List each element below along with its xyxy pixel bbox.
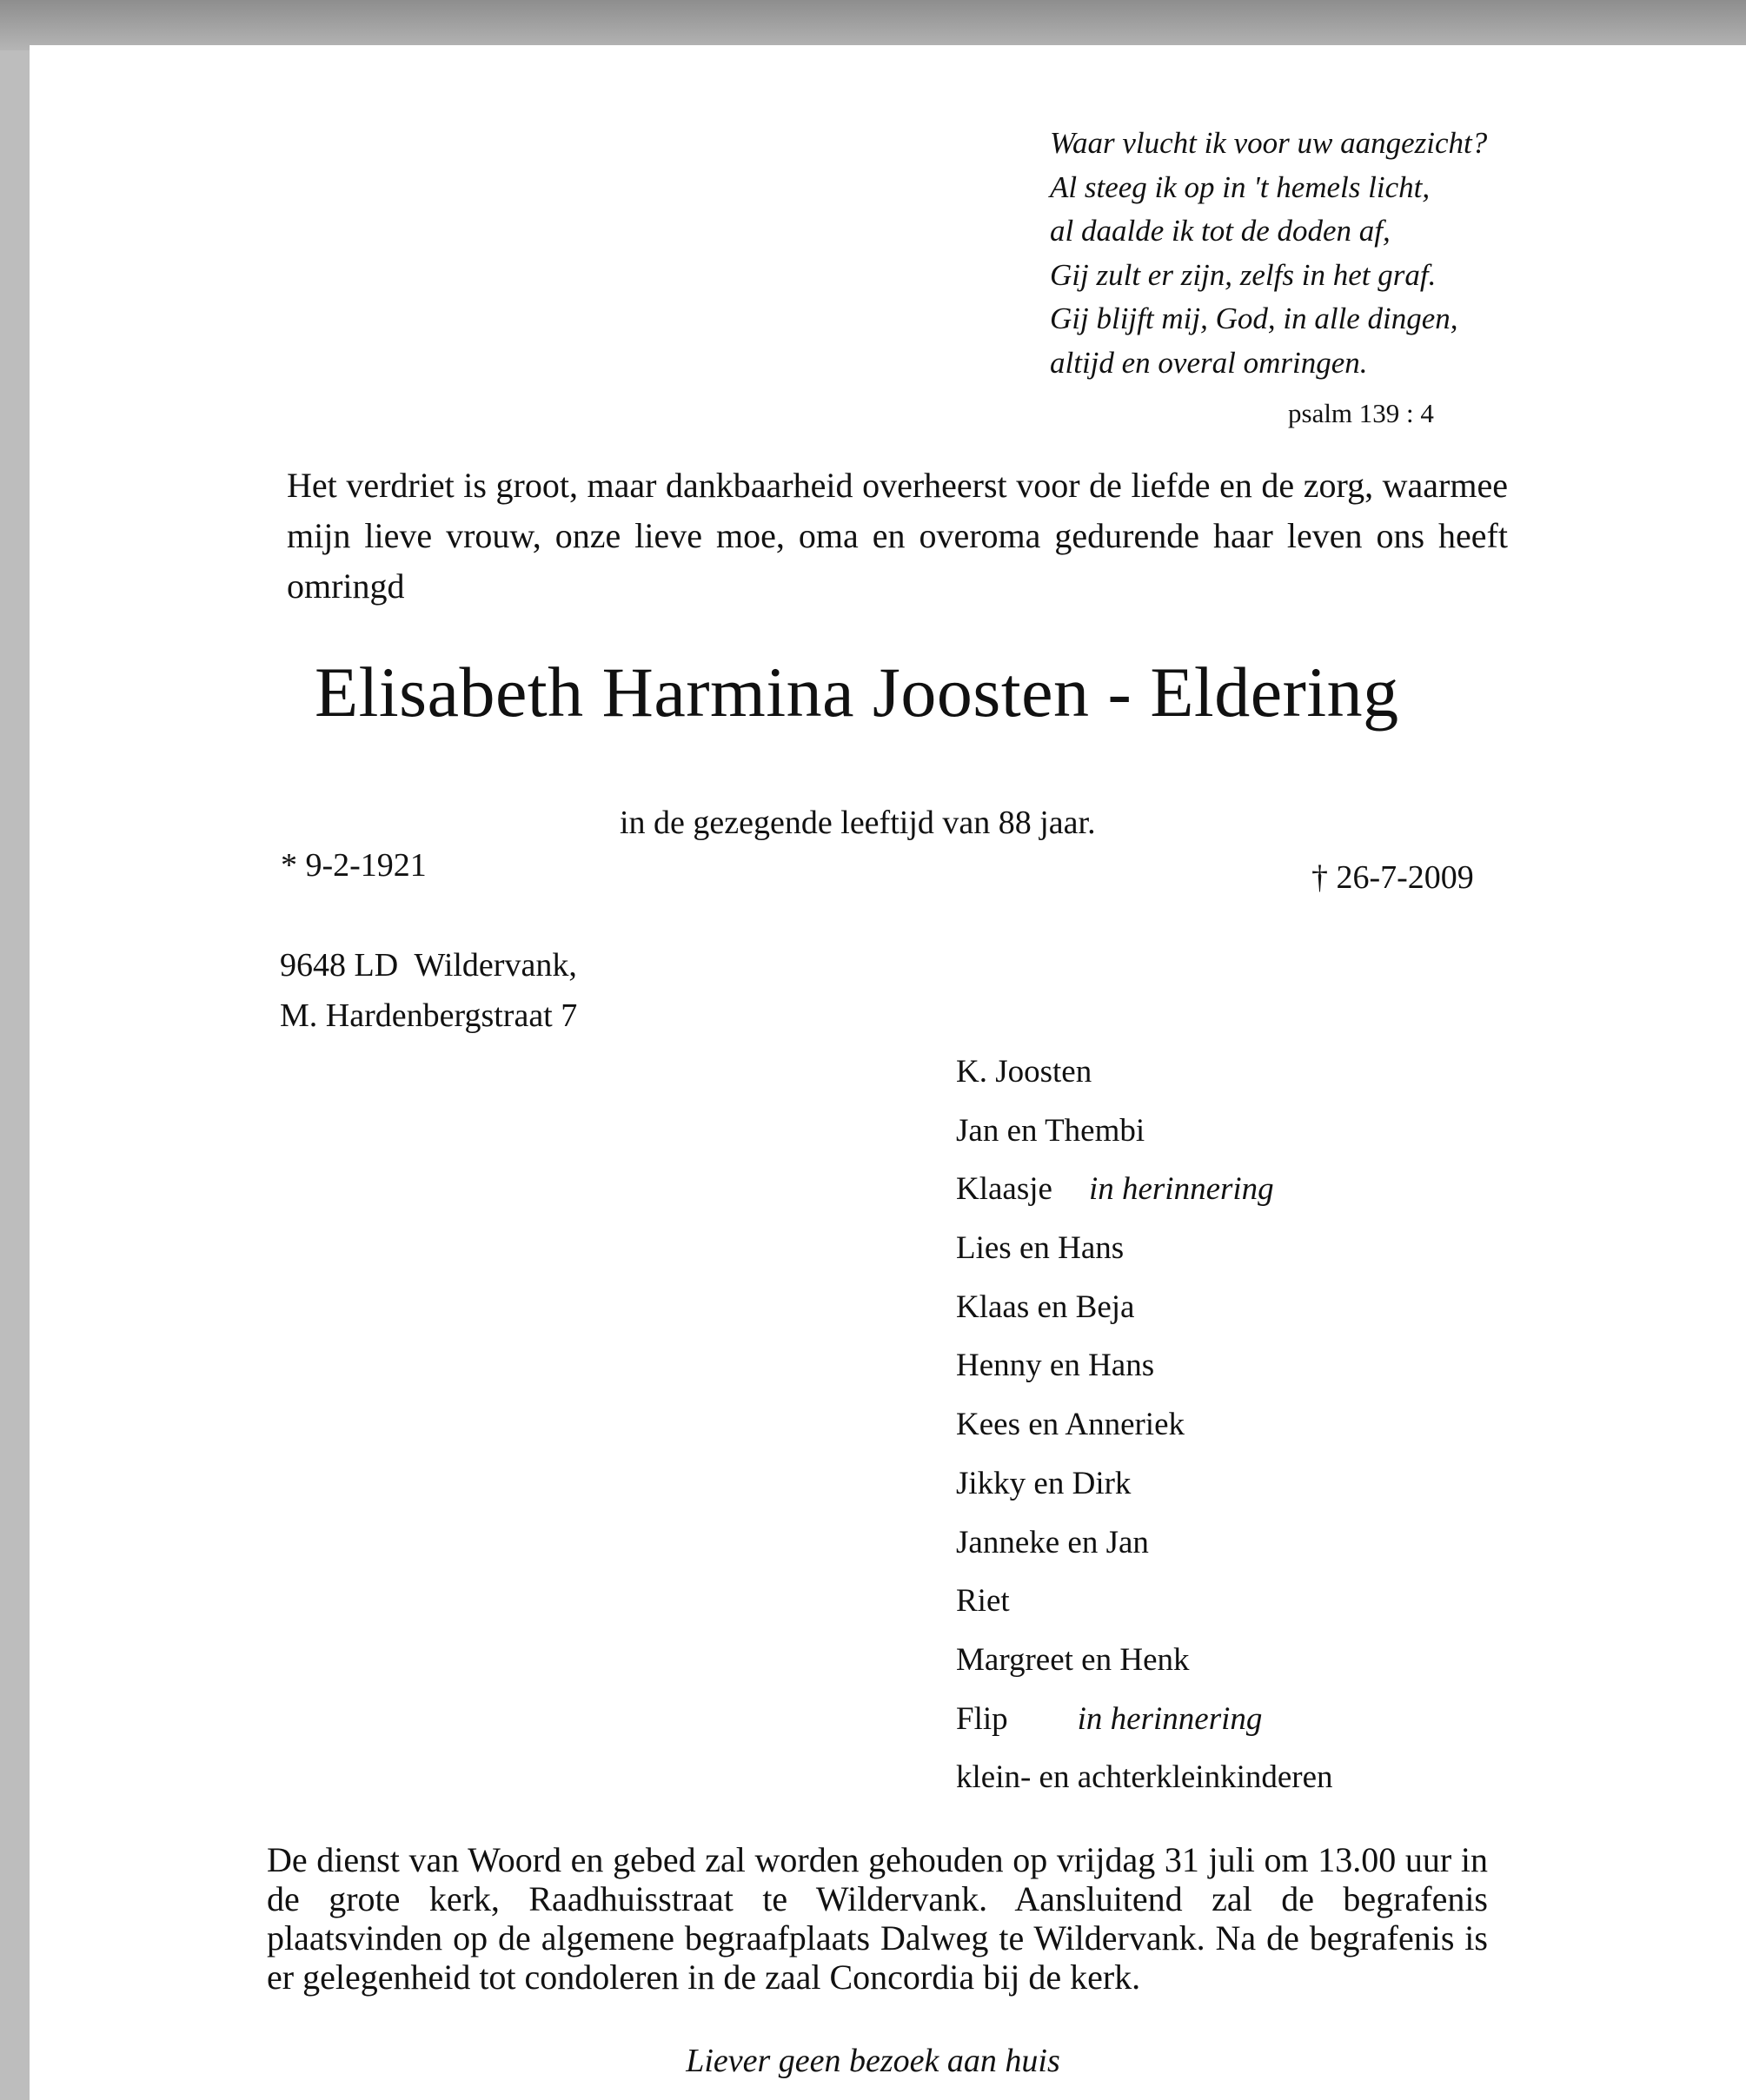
family-member: [956, 1454, 1333, 1514]
family-member: [956, 1278, 1333, 1337]
family-member-name: Riet: [956, 1583, 1010, 1620]
psalm-line: al daalde ik tot de doden af,: [1050, 214, 1391, 248]
family-member: [956, 1514, 1333, 1573]
psalm-line: Gij blijft mij, God, in alle dingen,: [1050, 301, 1458, 335]
family-member: [956, 1043, 1333, 1102]
psalm-line: altijd en overal omringen.: [1050, 345, 1368, 380]
psalm-reference: psalm 139 : 4: [1288, 398, 1434, 428]
address-block: [280, 940, 577, 1041]
family-member-name: K. Joosten: [956, 1054, 1092, 1090]
family-member-name: Klaas en Beja: [956, 1288, 1135, 1325]
death-date: † 26-7-2009: [1311, 859, 1474, 896]
age-text: in de gezegende leeftijd van 88 jaar.: [620, 805, 1096, 841]
in-memoriam-note: in herinnering: [1088, 1171, 1274, 1208]
family-list: [956, 1043, 1333, 1807]
family-member: [956, 1395, 1333, 1454]
in-memoriam-note: in herinnering: [1077, 1700, 1263, 1737]
scan-edge-shadow: [0, 0, 1746, 50]
family-member-name: klein- en achterkleinkinderen: [956, 1759, 1333, 1796]
psalm-line: Waar vlucht ik voor uw aangezicht?: [1050, 126, 1488, 160]
psalm-verse: [1050, 122, 1487, 385]
family-member: [956, 1748, 1333, 1807]
family-member: [956, 1219, 1333, 1278]
birth-date: * 9-2-1921: [281, 847, 427, 884]
family-member-name: Margreet en Henk: [956, 1641, 1190, 1678]
family-member-name: Kees en Anneriek: [956, 1407, 1185, 1443]
address-line: M. Hardenbergstraat 7: [280, 997, 578, 1034]
family-member-name: Klaasje: [956, 1171, 1052, 1208]
family-member: [956, 1160, 1333, 1219]
family-member: [956, 1631, 1333, 1690]
family-member-name: Henny en Hans: [956, 1348, 1155, 1384]
closing-note: Liever geen bezoek aan huis: [686, 2043, 1060, 2079]
deceased-name: Elisabeth Harmina Joosten - Eldering: [315, 653, 1399, 732]
family-member-name: Lies en Hans: [956, 1230, 1125, 1267]
psalm-line: Gij zult er zijn, zelfs in het graf.: [1050, 257, 1437, 292]
family-member: [956, 1336, 1333, 1395]
family-member-name: Jikky en Dirk: [956, 1465, 1132, 1501]
service-announcement: De dienst van Woord en gebed zal worden gehouden op vrijdag 31 juli om 13.00 uur in de grote kerk, Raadhuisstraat te Wildervank. Aansluitend zal de begrafenis plaatsvinden op de algemene begraafplaats Dalweg te Wildervank. Na de begrafenis is er gelegenheid tot condoleren in de zaal Concordia bij de kerk.: [267, 1840, 1488, 1997]
family-member-name: Jan en Thembi: [956, 1112, 1145, 1149]
family-member: [956, 1102, 1333, 1161]
intro-paragraph: Het verdriet is groot, maar dankbaarheid overheerst voor de liefde en de zorg, waarmee mijn lieve vrouw, onze lieve moe, oma en overoma gedurende haar leven ons heeft omringd: [287, 466, 1508, 606]
family-member-name: Janneke en Jan: [956, 1524, 1149, 1560]
family-member: [956, 1572, 1333, 1631]
address-line: 9648 LD Wildervank,: [280, 947, 577, 984]
psalm-line: Al steeg ik op in 't hemels licht,: [1050, 169, 1431, 204]
family-member-name: Flip: [956, 1700, 1008, 1737]
obituary-page: [30, 45, 1746, 2100]
family-member: [956, 1690, 1333, 1749]
